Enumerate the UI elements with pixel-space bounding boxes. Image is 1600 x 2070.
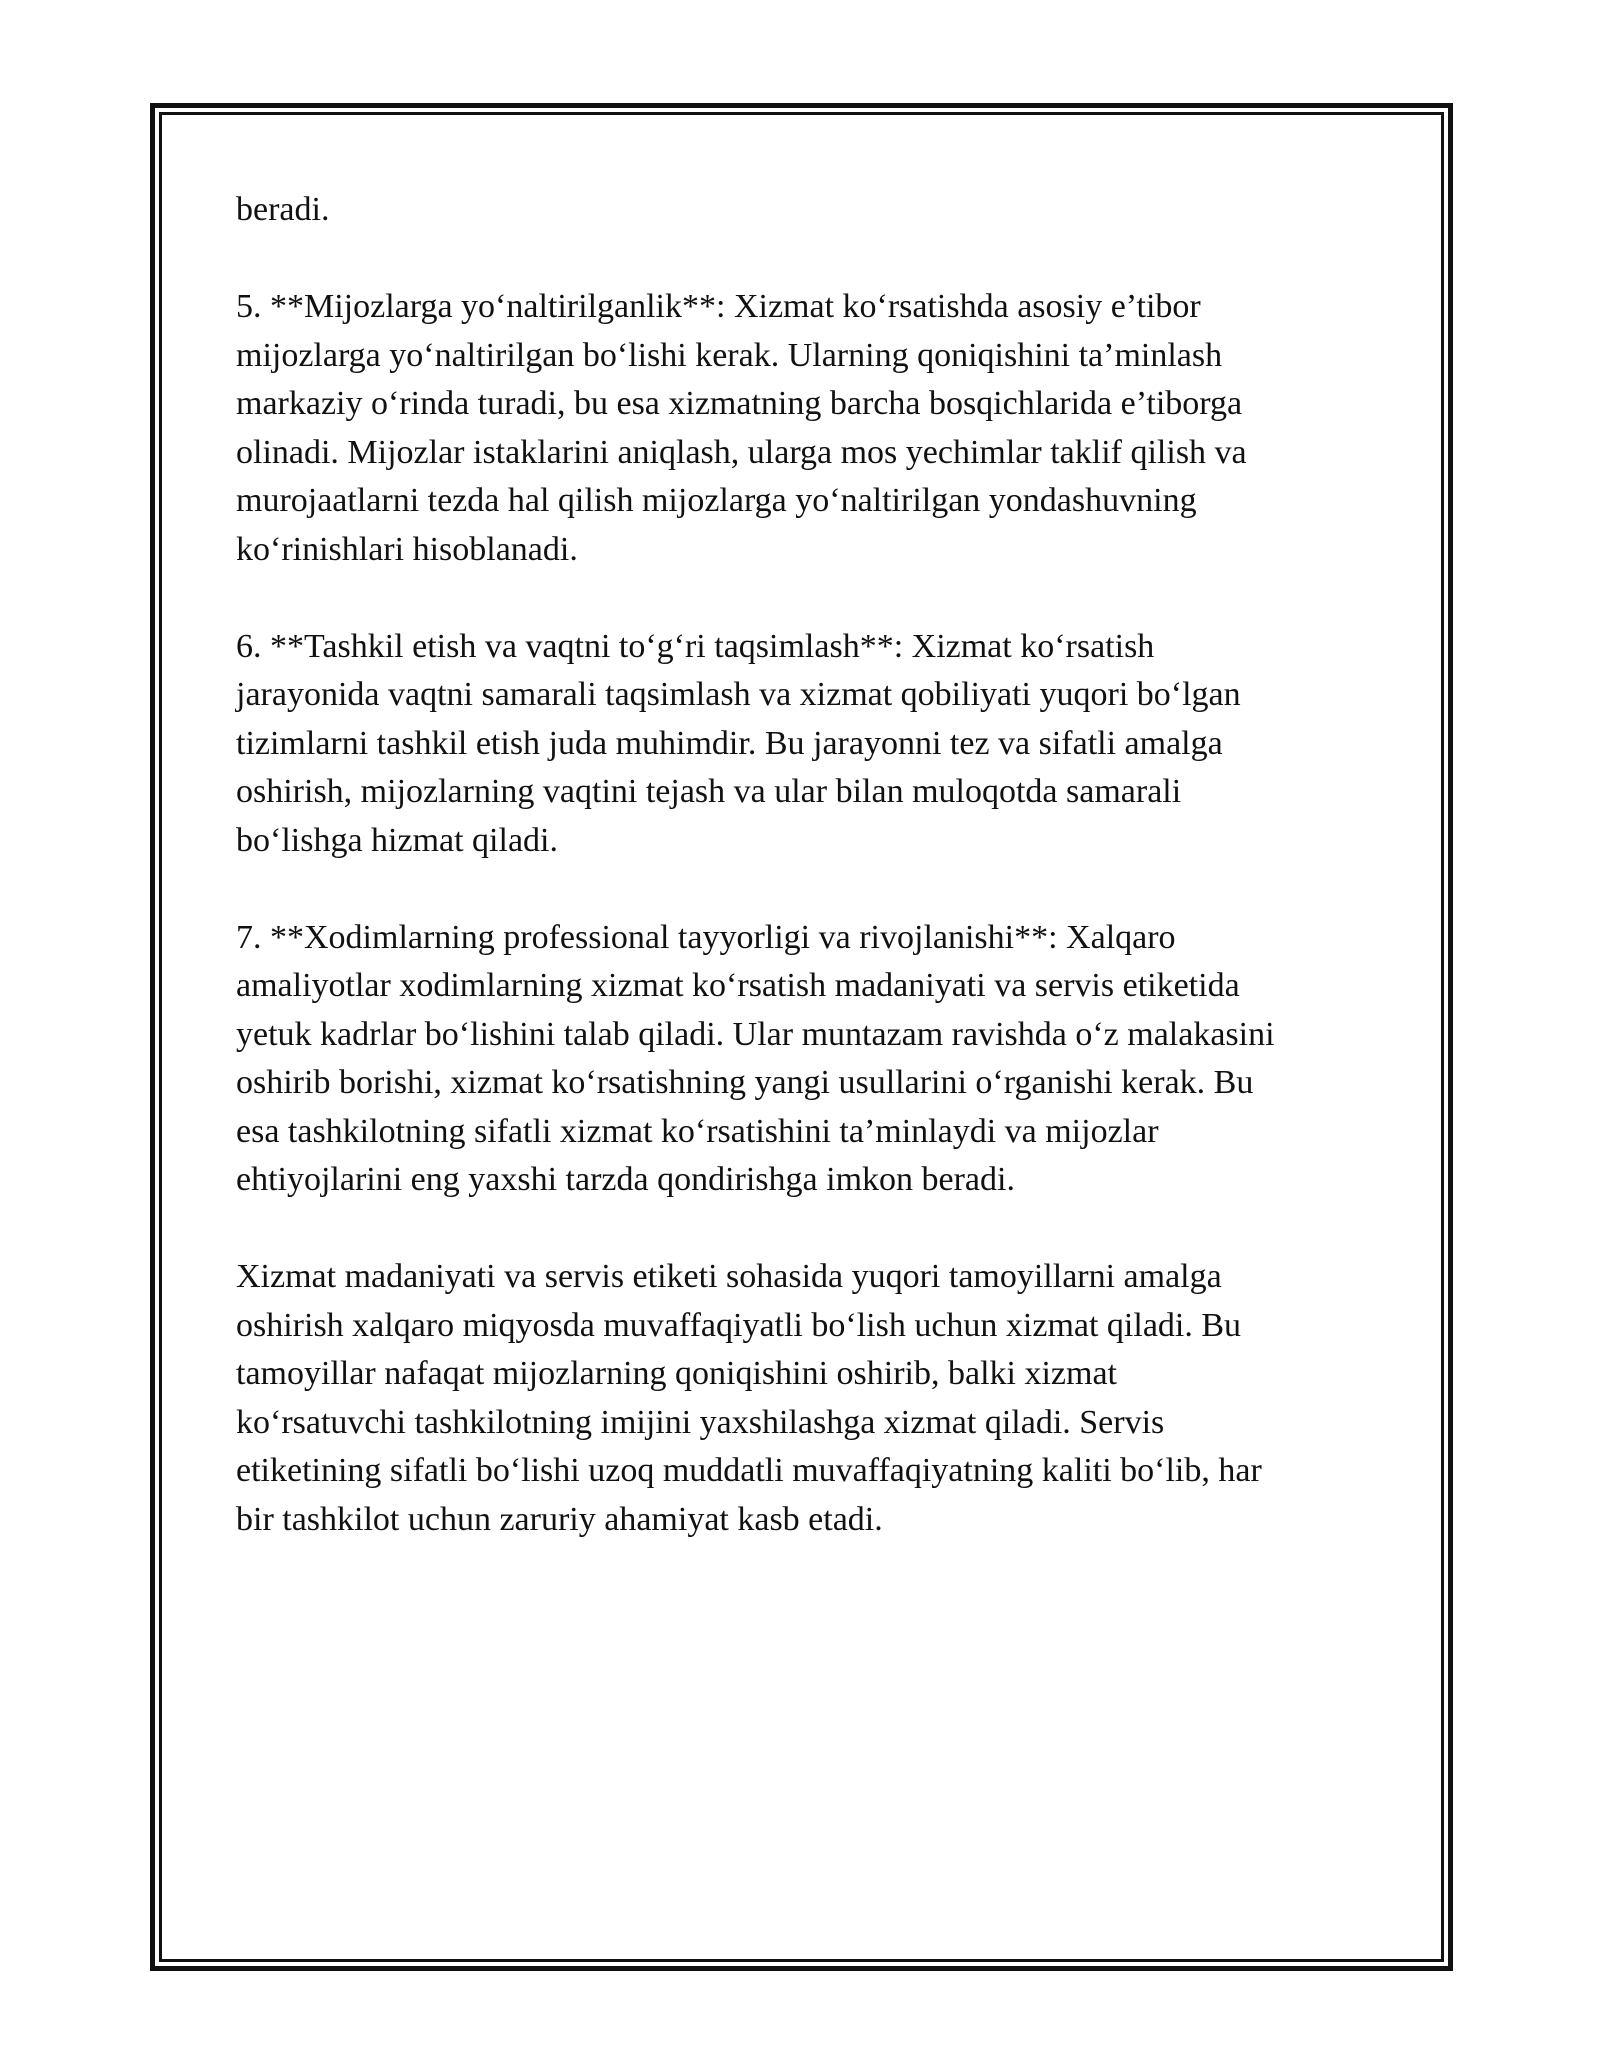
paragraph-item-5: 5. **Mijozlarga yo‘naltirilganlik**: Xizmat ko‘rsatishda asosiy e’tibor mijozlarga yo‘naltirilgan bo‘lishi kerak. Ularning qoniqishini ta’minlash markaziy o‘rinda turadi, bu esa xizmatning barcha bosqichlarida e’tiborga olinadi. Mijozlar istaklarini aniqlash, ularga mos yechimlar taklif qilish va murojaatlarni tezda hal qilish mijozlarga yo‘naltirilgan yondashuvning ko‘rinishlari hisoblanadi. bbox=[236, 288, 1247, 568]
paragraph-continuation: beradi. bbox=[236, 191, 330, 228]
paragraph-spacer bbox=[236, 865, 1366, 914]
paragraph-spacer bbox=[236, 1205, 1366, 1254]
paragraph-item-7: 7. **Xodimlarning professional tayyorligi va rivojlanishi**: Xalqaro amaliyotlar xodimlarning xizmat ko‘rsatish madaniyati va servis etiketida yetuk kadrlar bo‘lishini talab qiladi. Ular muntazam ravishda o‘z malakasini oshirib borishi, xizmat ko‘rsatishning yangi usullarini o‘rganishi kerak. Bu esa tashkilotning sifatli xizmat ko‘rsatishini ta’minlaydi va mijozlar ehtiyojlarini eng yaxshi tarzda qondirishga imkon beradi. bbox=[236, 918, 1275, 1198]
paragraph-spacer bbox=[236, 574, 1366, 623]
document-body bbox=[236, 186, 1366, 1544]
paragraph-conclusion: Xizmat madaniyati va servis etiketi sohasida yuqori tamoyillarni amalga oshirish xalqaro miqyosda muvaffaqiyatli bo‘lish uchun xizmat qiladi. Bu tamoyillar nafaqat mijozlarning qoniqishini oshirib, balki xizmat ko‘rsatuvchi tashkilotning imijini yaxshilashga xizmat qiladi. Servis etiketining sifatli bo‘lishi uzoq muddatli muvaffaqiyatning kaliti bo‘lib, har bir tashkilot uchun zaruriy ahamiyat kasb etadi. bbox=[236, 1258, 1262, 1538]
paragraph-spacer bbox=[236, 235, 1366, 284]
paragraph-item-6: 6. **Tashkil etish va vaqtni to‘g‘ri taqsimlash**: Xizmat ko‘rsatish jarayonida vaqtni samarali taqsimlash va xizmat qobiliyati yuqori bo‘lgan tizimlarni tashkil etish juda muhimdir. Bu jarayonni tez va sifatli amalga oshirish, mijozlarning vaqtini tejash va ular bilan muloqotda samarali bo‘lishga hizmat qiladi. bbox=[236, 627, 1241, 859]
